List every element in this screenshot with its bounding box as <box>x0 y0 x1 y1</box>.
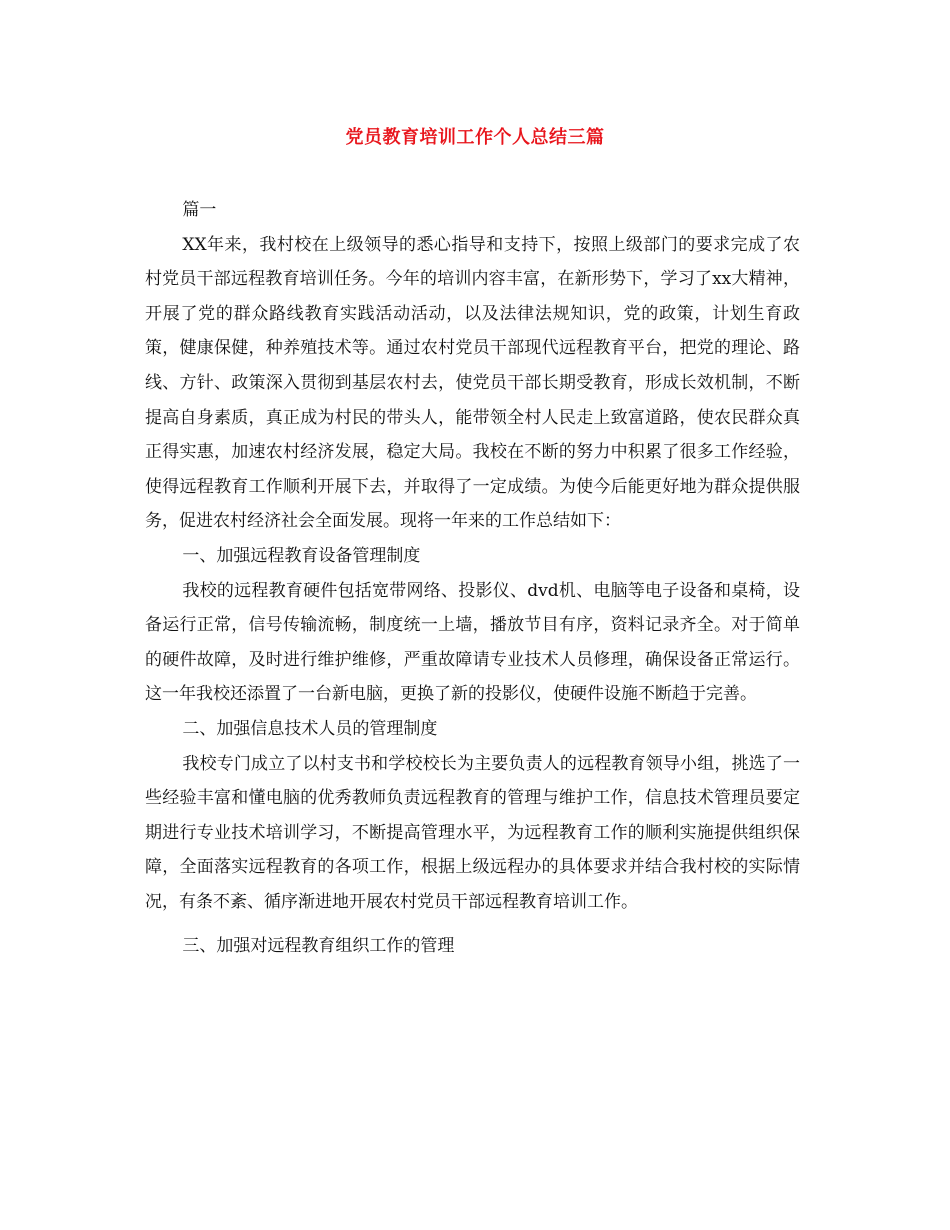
staff-paragraph: 我校专门成立了以村支书和学校校长为主要负责人的远程教育领导小组，挑选了一些经验丰富和懂电脑的优秀教师负责远程教育的管理与维护工作，信息技术管理员要定期进行专业技术培训学习，不断提高管理水平，为远程教育工作的顺利实施提供组织保障，全面落实远程教育的各项工作，根据上级远程办的具体要求并结合我村校的实际情况，有条不紊、循序渐进地开展农村党员干部远程教育培训工作。 <box>145 753 800 912</box>
document-title: 党员教育培训工作个人总结三篇 <box>345 127 605 148</box>
heading-equipment-management: 一、加强远程教育设备管理制度 <box>182 545 421 566</box>
equipment-paragraph: 我校的远程教育硬件包括宽带网络、投影仪、dvd机、电脑等电子设备和桌椅，设备运行正常，信号传输流畅，制度统一上墙，播放节目有序，资料记录齐全。对于简单的硬件故障，及时进行维护维修，严重故障请专业技术人员修理，确保设备正常运行。这一年我校还添置了一台新电脑，更换了新的投影仪，使硬件设施不断趋于完善。 <box>145 580 800 705</box>
paragraph-gap <box>145 919 800 929</box>
intro-paragraph: XX年来，我村校在上级领导的悉心指导和支持下，按照上级部门的要求完成了农村党员干部远程教育培训任务。今年的培训内容丰富，在新形势下，学习了xx大精神，开展了党的群众路线教育实践活动活动，以及法律法规知识，党的政策，计划生育政策，健康保健，种养殖技术等。通过农村党员干部现代远程教育平台，把党的理论、路线、方针、政策深入贯彻到基层农村去，使党员干部长期受教育，形成长效机制，不断提高自身素质，真正成为村民的带头人，能带领全村人民走上致富道路，使农民群众真正得实惠，加速农村经济发展，稳定大局。我校在不断的努力中积累了很多工作经验，使得远程教育工作顺利开展下去，并取得了一定成绩。为使今后能更好地为群众提供服务，促进农村经济社会全面发展。现将一年来的工作总结如下： <box>145 234 800 532</box>
document-body <box>145 193 800 964</box>
section-label-pian-yi: 篇一 <box>182 200 217 220</box>
heading-organization-management: 三、加强对远程教育组织工作的管理 <box>182 936 455 957</box>
heading-staff-management: 二、加强信息技术人员的管理制度 <box>182 718 438 739</box>
